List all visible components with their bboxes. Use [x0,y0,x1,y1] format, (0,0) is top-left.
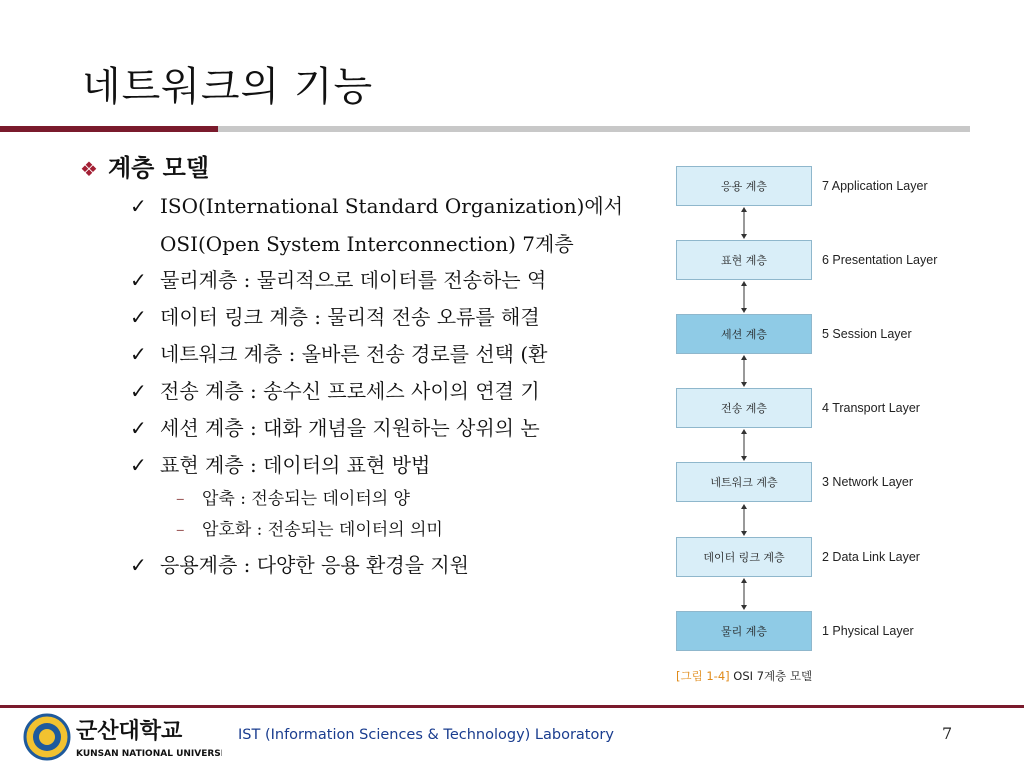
sub-list-item-text: 암호화 : 전송되는 데이터의 의미 [202,520,443,540]
layer-box-text: 네트워크 계층 [710,476,778,489]
layer-box-text: 세션 계층 [720,328,767,341]
sub-list-item-text: 압축 : 전송되는 데이터의 양 [202,489,410,509]
university-logo [22,712,222,762]
list-item-text: 네트워크 계층 : 올바른 전송 경로를 선택 (환 [160,342,548,366]
list-item-text: ISO(International Standard Organization)에서 [160,194,624,218]
list-item [130,412,540,441]
footer-rule [0,705,1024,708]
double-arrow-icon [741,429,747,461]
list-item-text: 세션 계층 : 대화 개념을 지원하는 상위의 논 [160,416,540,440]
check-icon: ✓ [130,305,147,329]
figure-caption [676,668,812,684]
list-item [130,449,430,478]
layer-box-session [676,314,812,354]
list-item-text: 표현 계층 : 데이터의 표현 방법 [160,453,431,477]
double-arrow-icon [741,281,747,313]
layer-label-application: 7 Application Layer [822,179,928,193]
layer-box-text: 물리 계층 [720,625,767,638]
layer-box-text: 응용 계층 [720,180,767,193]
dash-bullet-icon: – [176,489,185,509]
check-icon: ✓ [130,416,147,440]
list-item [130,190,623,219]
layer-box-network [676,462,812,502]
university-name-en: KUNSAN NATIONAL UNIVERSITY [76,749,222,759]
list-item-text: 물리계층 : 물리적으로 데이터를 전송하는 역 [160,268,547,292]
layer-box-text: 전송 계층 [720,402,767,415]
university-name-kr: 군산대학교 [76,719,183,744]
list-item [130,264,546,293]
sub-list-item [176,515,443,540]
layer-box-transport [676,388,812,428]
figure-caption-text: OSI 7계층 모델 [729,669,813,683]
footer-lab-name: IST (Information Sciences & Technology) Laboratory [238,727,614,743]
list-item-text: OSI(Open System Interconnection) 7계층 [160,232,574,256]
list-item-text: 전송 계층 : 송수신 프로세스 사이의 연결 기 [160,379,540,403]
diamond-bullet-icon: ❖ [80,157,98,181]
double-arrow-icon [741,207,747,239]
list-item [130,549,469,578]
layer-label-data-link: 2 Data Link Layer [822,550,920,564]
list-item [130,338,547,367]
university-seal-icon [22,712,222,762]
list-item-text: 응용계층 : 다양한 응용 환경을 지원 [160,553,470,577]
layer-label-network: 3 Network Layer [822,475,914,489]
check-icon: ✓ [130,268,147,292]
layer-box-text: 데이터 링크 계층 [703,551,785,564]
list-item [130,301,540,330]
dash-bullet-icon: – [176,520,185,540]
check-icon: ✓ [130,453,147,477]
layer-box-data-link [676,537,812,577]
check-icon: ✓ [130,342,147,366]
check-icon: ✓ [130,553,147,577]
slide-title: 네트워크의 기능 [82,64,374,110]
layer-label-presentation: 6 Presentation Layer [822,253,938,267]
page-number: 7 [942,724,953,743]
double-arrow-icon [741,504,747,536]
figure-number: [그림 1-4] [676,669,730,683]
double-arrow-icon [741,355,747,387]
main-bullet [80,148,209,183]
sub-list-item [176,484,410,509]
layer-label-transport: 4 Transport Layer [822,401,920,415]
check-icon: ✓ [130,379,147,403]
double-arrow-icon [741,578,747,610]
main-bullet-text: 계층 모델 [107,154,210,182]
layer-label-physical: 1 Physical Layer [822,624,914,638]
layer-box-physical [676,611,812,651]
layer-box-text: 표현 계층 [720,254,767,267]
list-item [130,375,540,404]
list-item-text: 데이터 링크 계층 : 물리적 전송 오류를 해결 [160,305,540,329]
list-item-continuation [130,228,574,257]
layer-label-session: 5 Session Layer [822,327,912,341]
layer-box-presentation [676,240,812,280]
layer-box-application [676,166,812,206]
check-icon: ✓ [130,194,147,218]
